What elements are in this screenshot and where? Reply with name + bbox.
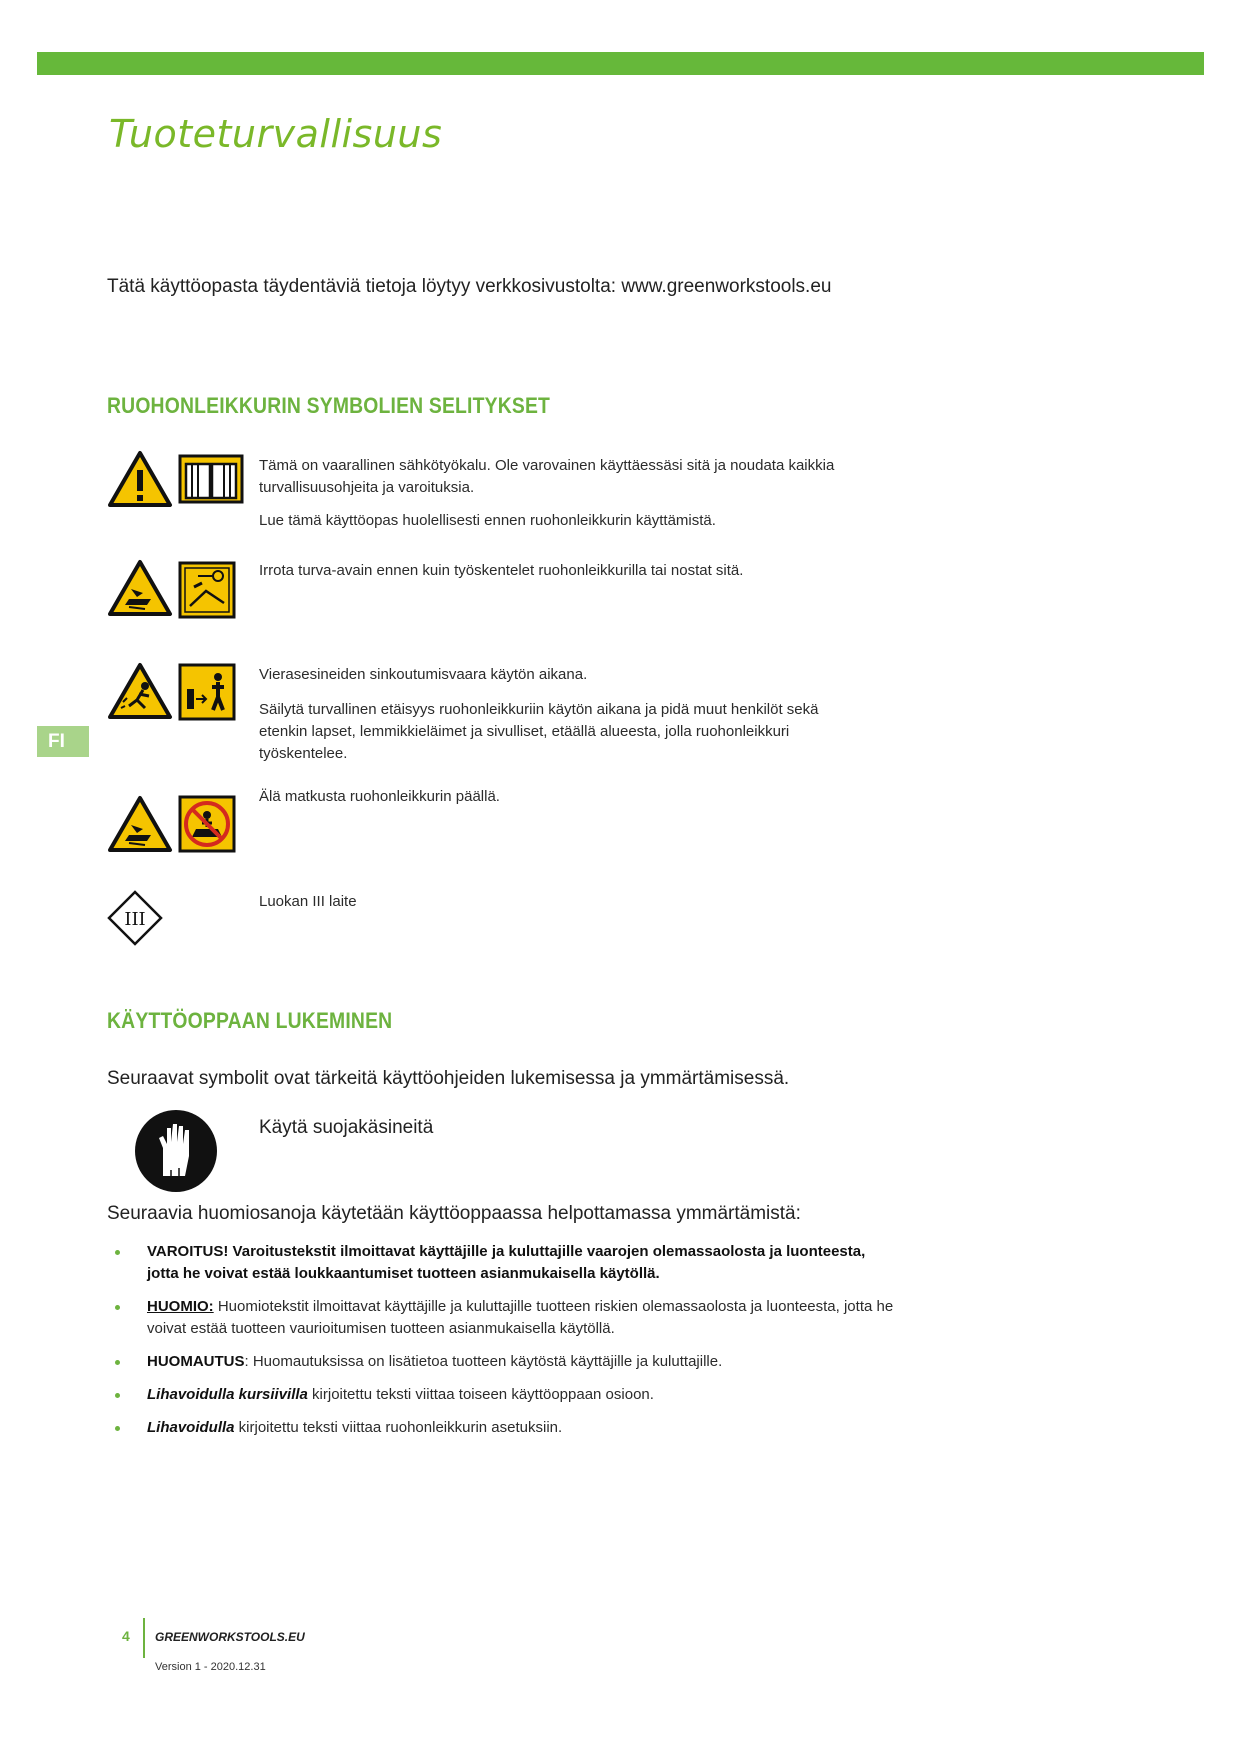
- note-text: : Huomautuksissa on lisätietoa tuotteen käytöstä käyttäjille ja kuluttajille.: [244, 1353, 723, 1370]
- list-item: [115, 1384, 895, 1406]
- footer-website: GREENWORKSTOOLS.EU: [155, 1630, 305, 1644]
- bullet-dot: [115, 1305, 120, 1310]
- symbol-3-text: Vierasesineiden sinkoutumisvaara käytön aikana.: [259, 666, 588, 683]
- reading-heading: KÄYTTÖOPPAAN LUKEMINEN: [107, 1008, 393, 1033]
- page-title: Tuoteturvallisuus: [109, 112, 443, 156]
- signal-words-intro: Seuraavia huomiosanoja käytetään käyttöoppaassa helpottamassa ymmärtämistä:: [107, 1203, 801, 1224]
- bullet-dot: [115, 1250, 120, 1255]
- warning-lead: VAROITUS!: [147, 1243, 229, 1260]
- list-item: [115, 1351, 895, 1373]
- symbols-heading: RUOHONLEIKKURIN SYMBOLIEN SELITYKSET: [107, 393, 551, 418]
- caution-lead: HUOMIO:: [147, 1298, 214, 1315]
- reading-intro: Seuraavat symbolit ovat tärkeitä käyttöohjeiden lukemisessa ja ymmärtämisessä.: [107, 1068, 790, 1089]
- note-lead: HUOMAUTUS: [147, 1353, 245, 1370]
- bullet-dot: [115, 1393, 120, 1398]
- keep-distance-icon: [178, 663, 236, 721]
- list-item: [115, 1296, 895, 1340]
- bold-italic-text: kirjoitettu teksti viittaa toiseen käyttöoppaan osioon.: [307, 1386, 654, 1403]
- symbol-2-text: Irrota turva-avain ennen kuin työskentelet ruohonleikkurilla tai nostat sitä.: [259, 562, 744, 579]
- list-item: [115, 1417, 895, 1439]
- bullet-dot: [115, 1426, 120, 1431]
- symbol-5-text: Luokan III laite: [259, 893, 357, 910]
- blade-hazard-icon: [107, 795, 173, 853]
- header-green-bar: [37, 52, 1204, 75]
- warning-text: Varoitustekstit ilmoittavat käyttäjille ja kuluttajille vaarojen olemassaolosta ja luonteesta, jotta he voivat estää loukkaantumiset tuotteen asianmukaisella käytöllä.: [147, 1243, 866, 1282]
- footer-version: Version 1 - 2020.12.31: [155, 1661, 266, 1673]
- bold-italic-lead: Lihavoidulla kursiivilla: [147, 1386, 308, 1403]
- list-item: [115, 1241, 895, 1285]
- page-number: 4: [122, 1628, 130, 1644]
- bold-lead: Lihavoidulla: [147, 1419, 235, 1436]
- caution-text: Huomiotekstit ilmoittavat käyttäjille ja kuluttajille tuotteen riskien olemassaolosta ja luonteesta, jotta he voivat estää tuotteen vaurioitumisen tuotteen asianmukaisella käytöllä.: [147, 1298, 894, 1337]
- warning-exclamation-icon: [107, 450, 173, 508]
- bullet-dot: [115, 1360, 120, 1365]
- thrown-objects-icon: [107, 662, 173, 720]
- class-iii-icon: [107, 890, 163, 946]
- gloves-text: Käytä suojakäsineitä: [259, 1117, 434, 1138]
- gloves-icon: [133, 1108, 219, 1194]
- footer-divider: [143, 1618, 145, 1658]
- symbol-4-text: Älä matkusta ruohonleikkurin päällä.: [259, 788, 500, 805]
- blade-hazard-icon: [107, 559, 173, 617]
- signal-words-list: [115, 1241, 895, 1450]
- bold-text: kirjoitettu teksti viittaa ruohonleikkurin asetuksiin.: [234, 1419, 563, 1436]
- remove-key-icon: [178, 561, 236, 619]
- language-tab: FI: [37, 726, 89, 757]
- intro-text: Tätä käyttöopasta täydentäviä tietoja löytyy verkkosivustolta: www.greenworkstools.eu: [107, 276, 832, 297]
- symbol-1-text-2: Lue tämä käyttöopas huolellisesti ennen ruohonleikkurin käyttämistä.: [259, 512, 716, 529]
- symbol-1-text: Tämä on vaarallinen sähkötyökalu. Ole varovainen käyttäessäsi sitä ja noudata kaikkia turvallisuusohjeita ja varoituksia.: [259, 457, 835, 496]
- class-iii-label: III: [124, 909, 146, 930]
- symbol-3-text-2: Säilytä turvallinen etäisyys ruohonleikkuriin käytön aikana ja pidä muut henkilöt sekä etenkin lapset, lemmikkieläimet ja sivulliset, etäällä alueesta, jolla ruohonleikkuri työskentelee.: [259, 701, 819, 762]
- read-manual-icon: [178, 454, 244, 504]
- no-riding-icon: [178, 795, 236, 853]
